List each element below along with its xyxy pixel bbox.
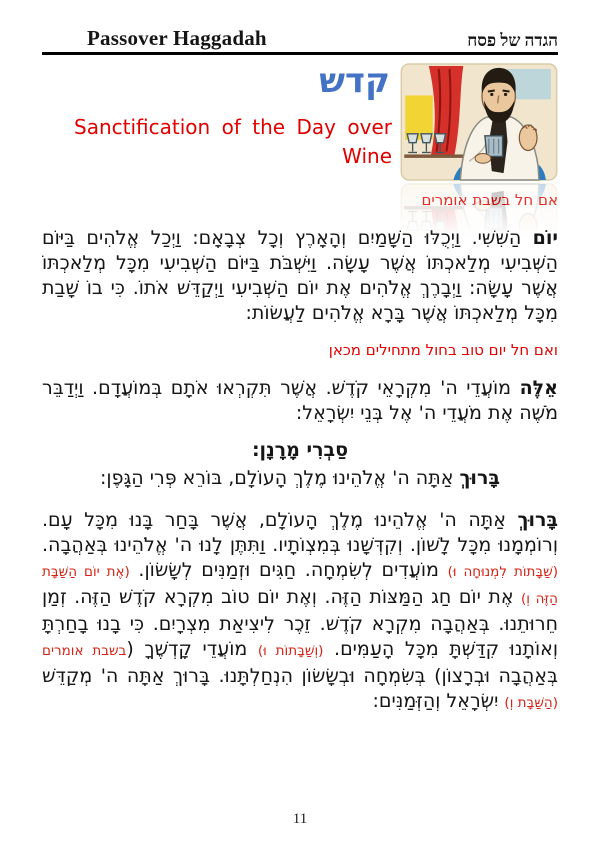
header-title-english: Passover Haggadah: [87, 26, 267, 50]
text-segment-red-small: (וְשַׁבָּתוֹת וּ): [257, 643, 324, 659]
paragraph-body-text: הַשִּׁשִּׁי. וַיְכֻלּוּ הַשָּׁמַיִם וְהָאָרֶץ וְכָל צְבָאָם: וַיְכַל אֱלֹהִים בַּיּוֹם הַשְּׁבִיעִי מְלַאכְתּוֹ אֲשֶׁר עָשָׂה. וַיִּשְׁבֹּת בַּיּוֹם הַשְּׁבִיעִי מִכָּל מְלַאכְתּוֹ אֲשֶׁר עָשָׂה: וַיְבָרֶךְ אֱלֹהִים אֶת יוֹם הַשְּׁבִיעִי וַיְקַדֵּשׁ אֹתוֹ. כִּי בוֹ שָׁבַת מִכָּל מְלַאכְתּוֹ אֲשֶׁר בָּרָא אֱלֹהִים לַעֲשׂוֹת:: [42, 227, 558, 324]
header-title-hebrew: הגדה של פסח: [467, 31, 558, 50]
kiddush-man-illustration-svg: [400, 63, 558, 181]
text-segment-bold: בָּרוּךְ: [517, 509, 558, 531]
text-segment-normal: מוֹעֲדֵי קָדְשֶׁךָ (: [126, 638, 258, 660]
weekday-instruction-note: ואם חל יום טוב בחול מתחילים מכאן: [328, 341, 558, 359]
holding-hand: [475, 153, 491, 163]
paragraph-yom-hashishi: [42, 226, 558, 326]
page-header: [42, 26, 558, 55]
shelf: [404, 154, 463, 157]
text-segment-normal: אַתָּה ה' אֱלֹהֵינוּ מֶלֶךְ הָעוֹלָם, אֲשֶׁר בָּחַר בָּנוּ מִכָּל עָם. וְרוֹמְמָנוּ מִכָּל לָשׁוֹן. וְקִדְּשָׁנוּ בְּמִצְוֹתָיו. וַתִּתֶּן לָנוּ ה' אֱלֹהֵינוּ בְּאַהֲבָה.: [42, 509, 558, 556]
text-segment-red-small: (הַשַּׁבָּת וְ): [504, 695, 558, 711]
wine-goblets: [407, 134, 445, 153]
section-hero: [42, 61, 558, 181]
paragraph-eleh-moadei: [42, 376, 558, 426]
savri-maranan-line: סַבְרִי מָרָנָן:: [251, 439, 349, 461]
paragraph-lead-word: בָּרוּךְ: [459, 467, 500, 489]
section-title-kadesh: קדש: [319, 61, 390, 101]
paragraph-lead-word: אֵלֶּה: [519, 377, 558, 399]
kiddush-man-illustration: [400, 63, 558, 181]
paragraph-body-text: מוֹעֲדֵי ה' מִקְרָאֵי קֹדֶשׁ. אֲשֶׁר תִּקְרְאוּ אֹתָם בְּמוֹעֲדָם. וַיְדַבֵּר מֹשֶׁה אֶת מֹעֲדֵי ה' אֶל בְּנֵי יִשְׂרָאֵל:: [42, 377, 558, 424]
kiddush-blessing-paragraph: [42, 508, 558, 716]
text-segment-red-small: (שַׁבָּתוֹת לִמְנוּחָה וּ): [447, 564, 559, 580]
text-segment-normal: יִשְׂרָאֵל וְהַזְּמַנִּים:: [372, 690, 505, 712]
text-segment-normal: בְּאַהֲבָה וּבְרָצוֹן) בְּשִׂמְחָה וּבְשָׂשׂוֹן הִנְחַלְתָּנוּ. בָּרוּךְ אַתָּה ה' מְקַדֵּשׁ: [42, 665, 558, 687]
text-segment-red-small: בשבת אומרים: [42, 643, 127, 659]
yellow-panel: [405, 95, 433, 139]
borei-pri-hagafen-line: [42, 466, 558, 491]
text-segment-normal: מוֹעֲדִים לְשִׂמְחָה. חַגִּים וּזְמַנִּים לְשָׂשׂוֹן.: [129, 559, 448, 581]
raised-hand: [519, 125, 537, 151]
shabbat-instruction-note: אם חל בשבת אומרים: [421, 191, 558, 209]
paragraph-body-text: אַתָּה ה' אֱלֹהֵינוּ מֶלֶךְ הָעוֹלָם, בּוֹרֵא פְּרִי הַגָּפֶן:: [100, 467, 460, 489]
section-subtitle-english: Sanctification of the Day over Wine: [74, 115, 392, 168]
paragraph-lead-word: יוֹם: [532, 227, 558, 249]
text-segment-normal: אֶת יוֹם חַג הַמַּצּוֹת הַזֶּה. וְאֶת יוֹם טוֹב מִקְרָא קֹדֶשׁ הַזֶּה. זְמַן חֵרוּתֵנוּ. בְּאַהֲבָה מִקְרָא קֹדֶשׁ. זֵכֶר לִיצִיאַת מִצְרָיִם. כִּי בָנוּ בָחַרְתָּ וְאוֹתָנוּ קִדַּשְׁתָּ מִכָּל הָעַמִּים.: [42, 586, 558, 660]
text-segment-red-small: (אֶת יוֹם הַשַּׁבָּת הַזֶּה וְ): [42, 564, 558, 607]
section-heading-block: [42, 61, 400, 181]
page-number: 11: [292, 811, 308, 827]
